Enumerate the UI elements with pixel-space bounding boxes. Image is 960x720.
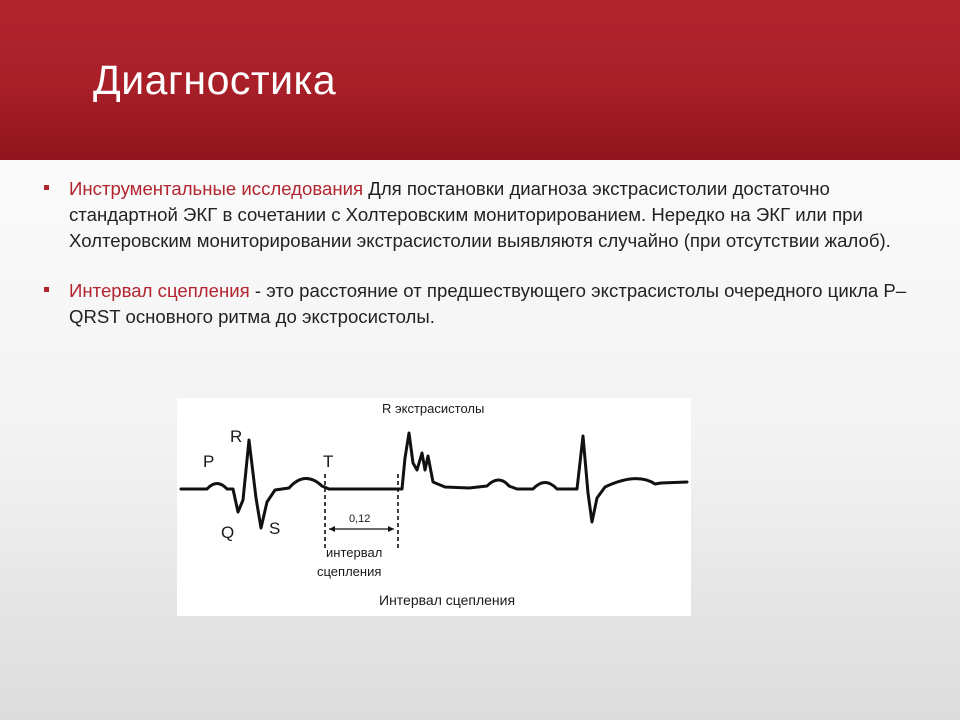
label-interval-line2: сцепления (317, 564, 382, 579)
ecg-diagram (177, 398, 691, 616)
page-title: Диагностика (93, 57, 337, 103)
label-s: S (269, 519, 281, 538)
ecg-trace (181, 433, 687, 528)
bullet-term: Интервал сцепления (69, 280, 250, 301)
label-t: T (323, 452, 334, 471)
bullet-coupling-interval (44, 278, 924, 330)
bullet-instrumental (44, 176, 924, 254)
slide-content (44, 176, 924, 330)
bullet-term: Инструментальные исследования (69, 178, 364, 199)
label-r: R (230, 427, 243, 446)
interval-arrow-right-head (388, 526, 394, 532)
label-r-extrasystole: R экстрасистолы (382, 401, 485, 416)
figure-caption: Интервал сцепления (379, 592, 516, 608)
bullet-text: Для постановки диагноза экстрасистолии достаточно стандартной ЭКГ в сочетании с Холтеровским мониторированием. Нередко на ЭКГ или при Холтеровским мониторировании экстрасистолии выявляютя случайно (при отсутствии жалоб). (69, 178, 891, 251)
label-p: P (203, 452, 215, 471)
label-interval-value: 0,12 (349, 513, 371, 525)
bullet-marker (44, 185, 49, 190)
label-q: Q (221, 523, 235, 542)
bullet-text: - это расстояние от предшествующего экстрасистолы очередного цикла P–QRST основного ритма до экстросистолы. (69, 280, 907, 327)
label-interval-line1: интервал (326, 545, 383, 560)
ecg-figure (177, 398, 691, 616)
title-banner (0, 0, 960, 160)
bullet-marker (44, 287, 49, 292)
interval-arrow-left-head (329, 526, 335, 532)
